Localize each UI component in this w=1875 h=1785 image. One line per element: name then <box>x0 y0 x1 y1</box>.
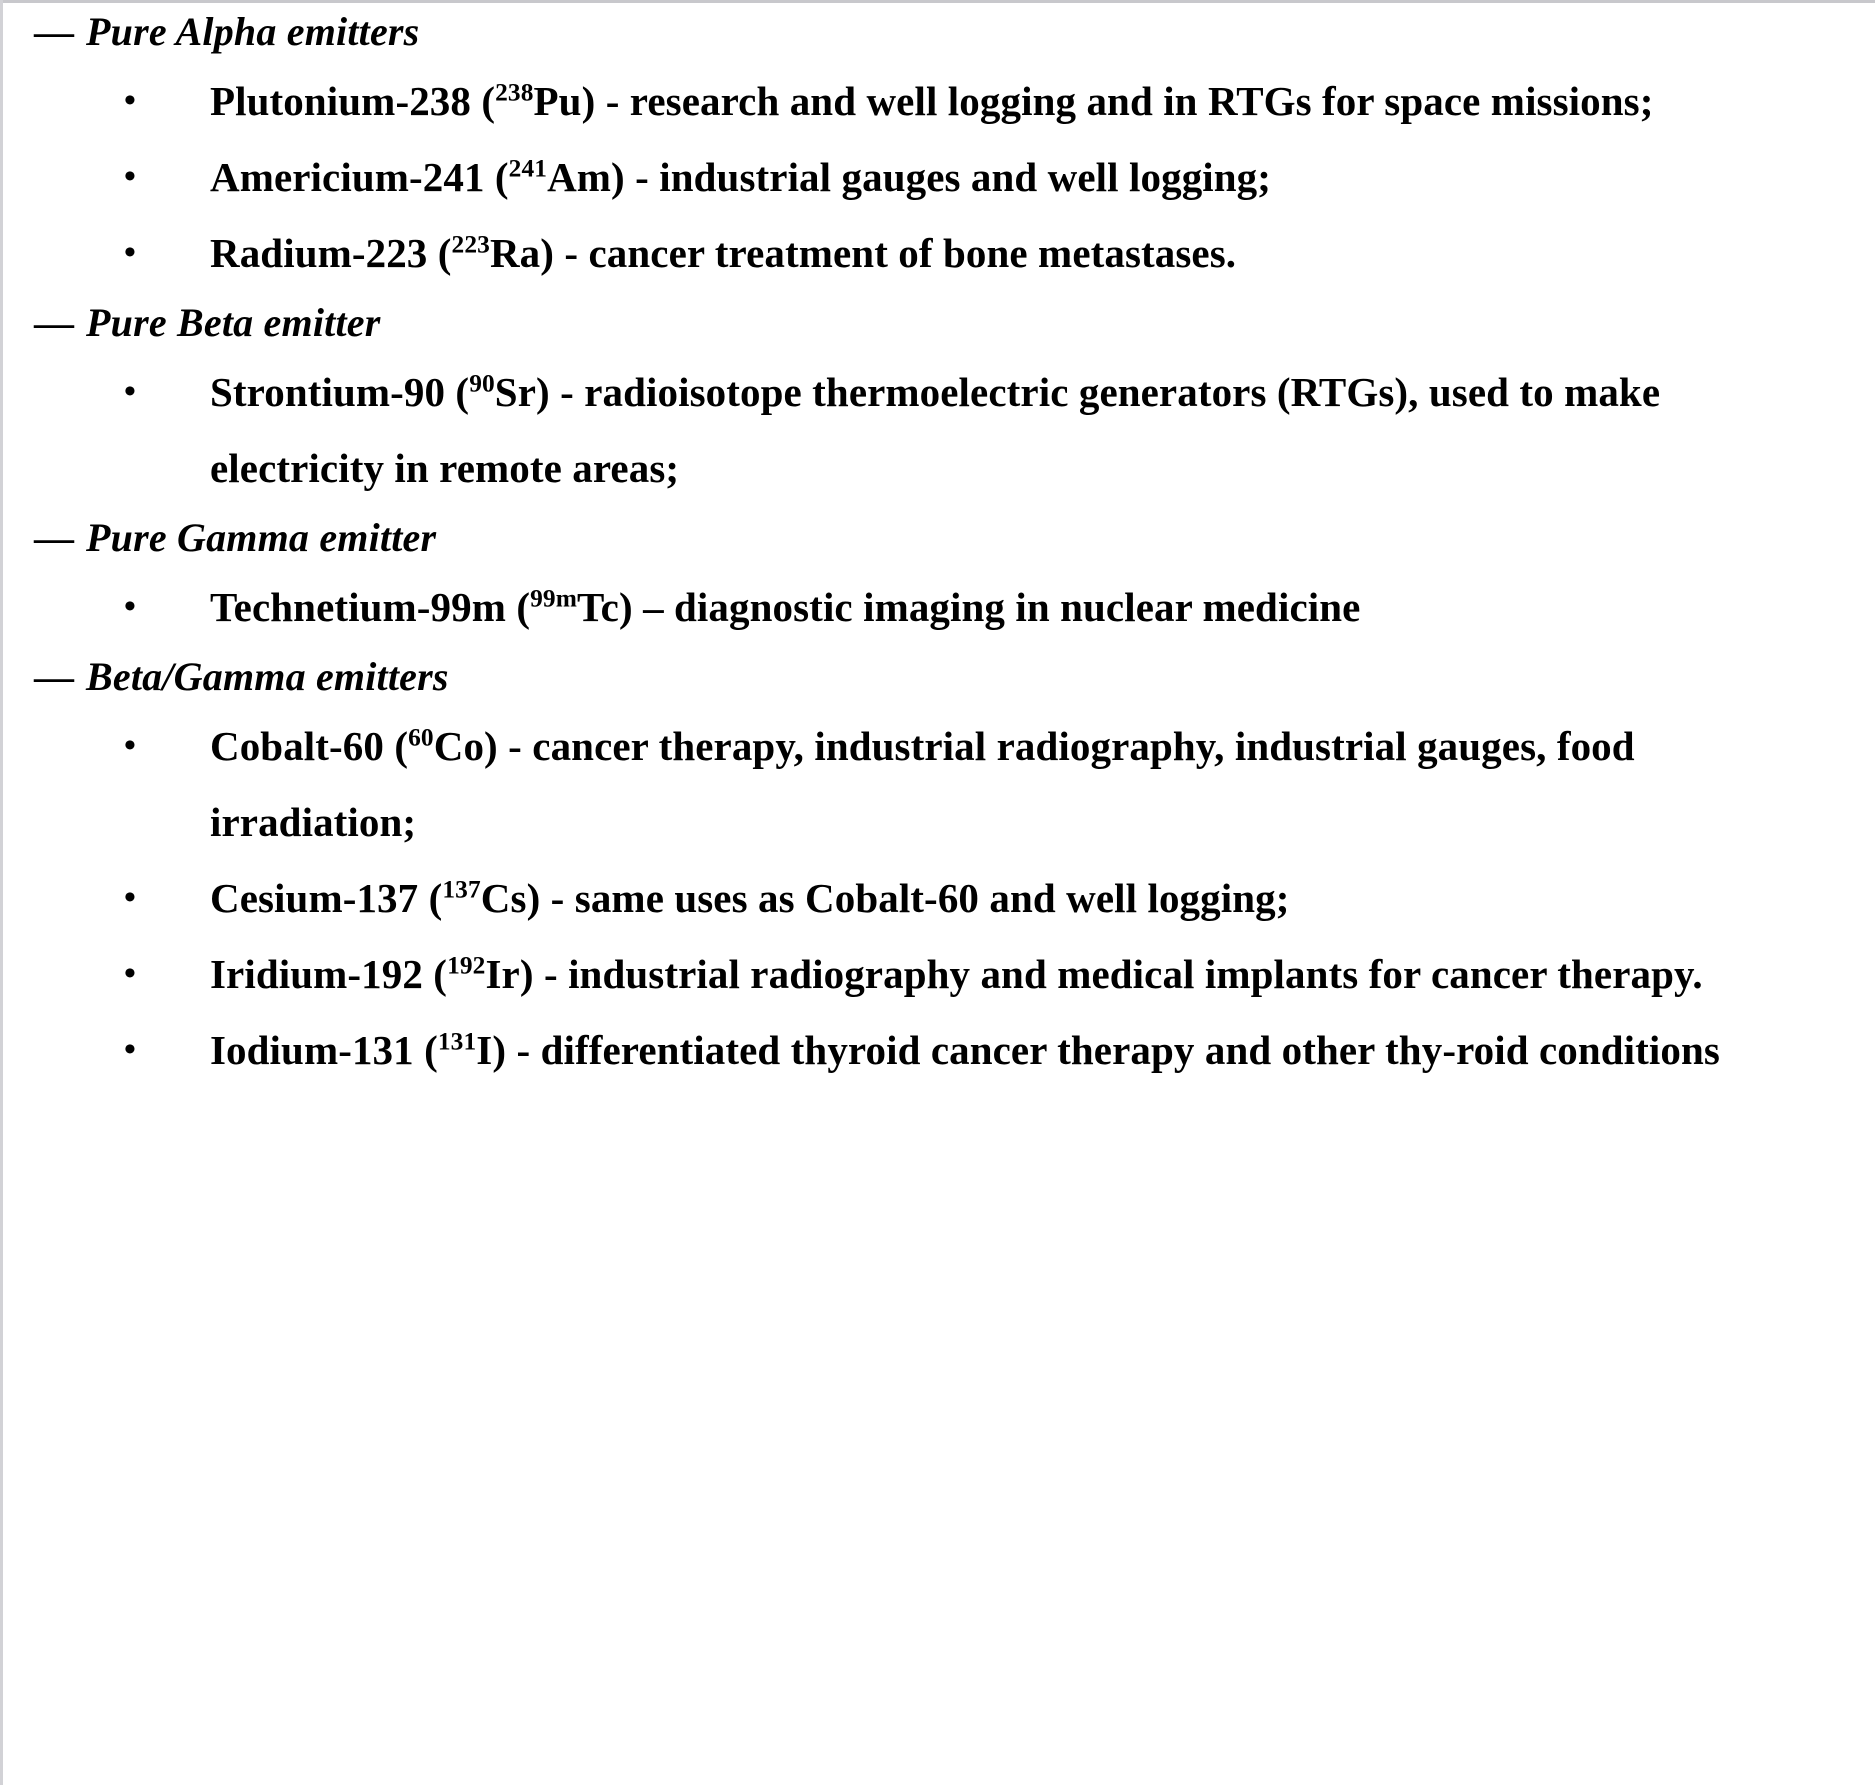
list-item-section-heading <box>0 645 1835 708</box>
nuclide-name: Iridium-192 <box>210 951 423 997</box>
mass-number: 223 <box>451 230 490 259</box>
nuclide-description: - cancer treatment of bone metastases. <box>554 230 1237 276</box>
list-item <box>0 860 1835 936</box>
list-item-text: Technetium-99m ($^{99m}$Tc) – diagnostic imaging in nuclear medicine <box>210 584 1361 630</box>
element-symbol: Tc <box>576 584 619 630</box>
list-item-text: Plutonium-238 ($^{238}$Pu) - research and well logging and in RTGs for space missions; <box>210 78 1654 124</box>
element-symbol: Am <box>547 154 612 200</box>
list-item-text: Iridium-192 ($^{192}$Ir) - industrial radiography and medical implants for cancer therapy. <box>210 951 1703 997</box>
element-symbol: Sr <box>494 369 536 415</box>
nuclide-description: – diagnostic imaging in nuclear medicine <box>632 584 1361 630</box>
mass-number: 99m <box>530 584 577 613</box>
section-heading-label: Pure Gamma emitter <box>86 515 437 560</box>
element-symbol: Ra <box>489 230 541 276</box>
nuclide-name: Plutonium-238 <box>210 78 471 124</box>
nuclide-description: - industrial radiography and medical implants for cancer therapy. <box>533 951 1703 997</box>
nuclide-description: - research and well logging and in RTGs for space missions; <box>595 78 1654 124</box>
bullet-marker-icon: • <box>124 727 136 764</box>
list-item-section-heading <box>0 291 1835 354</box>
nuclide-description: - radioisotope thermoelectric generators (RTGs), used to make electricity in remote areas; <box>210 369 1661 491</box>
nuclide-name: Technetium-99m <box>210 584 506 630</box>
list-item <box>0 63 1835 139</box>
nuclide-name: Iodium-131 <box>210 1027 414 1073</box>
nuclide-description: - cancer therapy, industrial radiography, industrial gauges, food irradiation; <box>210 723 1635 845</box>
dash-marker-icon: — <box>34 9 74 54</box>
bullet-marker-icon: • <box>124 82 136 119</box>
section-heading-label: Pure Alpha emitters <box>86 9 420 54</box>
bullet-marker-icon: • <box>124 234 136 271</box>
list-item <box>0 139 1835 215</box>
nuclide-description: - industrial gauges and well logging; <box>624 154 1272 200</box>
dash-marker-icon: — <box>34 654 74 699</box>
element-symbol: I <box>476 1027 493 1073</box>
element-symbol: Cs <box>480 875 527 921</box>
mass-number: 131 <box>437 1027 477 1056</box>
mass-number: 192 <box>447 951 486 980</box>
bullet-marker-icon: • <box>124 373 136 410</box>
nuclide-description: - differentiated thyroid cancer therapy and other thy-roid conditions <box>506 1027 1720 1073</box>
list-item <box>0 215 1835 291</box>
bullet-marker-icon: • <box>124 158 136 195</box>
element-symbol: Ir <box>485 951 520 997</box>
list-item-text: Radium-223 ($^{223}$Ra) - cancer treatment of bone metastases. <box>210 230 1237 276</box>
mass-number: 238 <box>495 78 534 107</box>
mass-number: 241 <box>508 154 548 183</box>
list-item-section-heading <box>0 0 1835 63</box>
bullet-marker-icon: • <box>124 588 136 625</box>
bullet-marker-icon: • <box>124 879 136 916</box>
section-heading-label: Pure Beta emitter <box>86 300 381 345</box>
nuclide-name: Americium-241 <box>210 154 485 200</box>
dash-marker-icon: — <box>34 515 74 560</box>
list-item-text: Strontium-90 ($^{90}$Sr) - radioisotope thermoelectric generators (RTGs), used to make electricity in remote areas; <box>210 369 1661 491</box>
mass-number: 60 <box>408 723 434 752</box>
list-item-text: Americium-241 ($^{241}$Am) - industrial gauges and well logging; <box>210 154 1272 200</box>
list-item-section-heading <box>0 506 1835 569</box>
list-item <box>0 1012 1835 1088</box>
section-heading-label: Beta/Gamma emitters <box>86 654 449 699</box>
list-item-text: Cobalt-60 ($^{60}$Co) - cancer therapy, industrial radiography, industrial gauges, food irradiation; <box>210 723 1635 845</box>
nuclide-description: - same uses as Cobalt-60 and well logging; <box>540 875 1290 921</box>
nuclide-name: Cesium-137 <box>210 875 419 921</box>
mass-number: 137 <box>442 875 481 904</box>
bullet-marker-icon: • <box>124 1031 136 1068</box>
dash-marker-icon: — <box>34 300 74 345</box>
bullet-marker-icon: • <box>124 955 136 992</box>
list-item <box>0 936 1835 1012</box>
nuclide-name: Radium-223 <box>210 230 428 276</box>
list-item-text: Iodium-131 ($^{131}$I) - differentiated thyroid cancer therapy and other thy-roid conditions <box>210 1027 1720 1073</box>
element-symbol: Co <box>433 723 485 769</box>
list-item <box>0 708 1835 860</box>
list-item <box>0 569 1835 645</box>
element-symbol: Pu <box>533 78 582 124</box>
list-item <box>0 354 1835 506</box>
mass-number: 90 <box>469 369 495 398</box>
nuclide-name: Cobalt-60 <box>210 723 385 769</box>
nuclide-name: Strontium-90 <box>210 369 446 415</box>
list-item-text: Cesium-137 ($^{137}$Cs) - same uses as Cobalt-60 and well logging; <box>210 875 1290 921</box>
